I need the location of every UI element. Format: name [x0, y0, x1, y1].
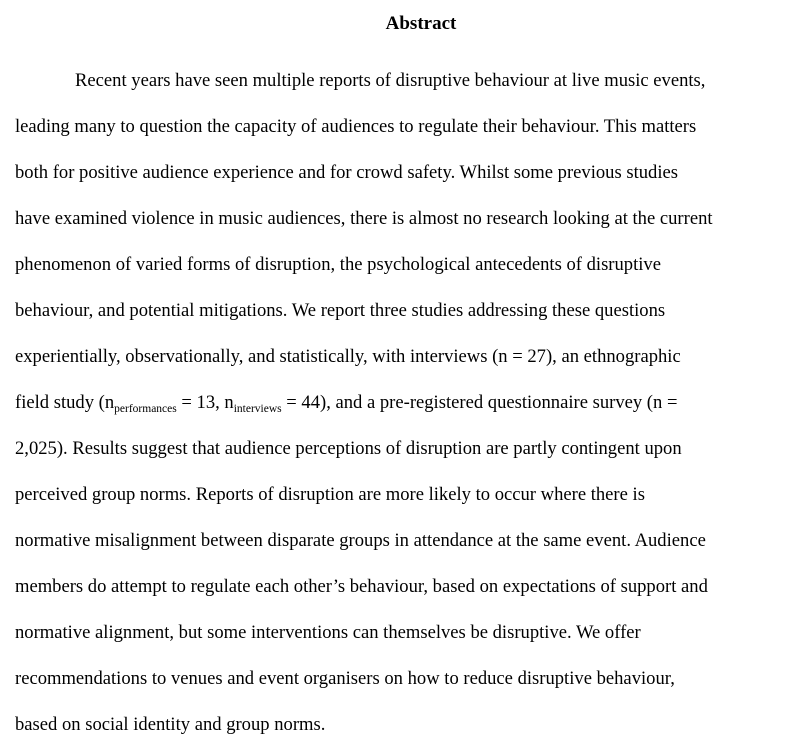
subscript-performances: performances	[114, 403, 177, 415]
abstract-line-8	[15, 391, 677, 415]
abstract-line-1: Recent years have seen multiple reports of disruptive behaviour at live music events,	[75, 70, 706, 91]
abstract-line-8-part-1: field study (n	[15, 392, 115, 413]
abstract-line-10: perceived group norms. Reports of disruption are more likely to occur where there is	[15, 484, 645, 505]
abstract-line-5: phenomenon of varied forms of disruption, the psychological antecedents of disruptive	[15, 254, 661, 275]
abstract-line-14: recommendations to venues and event organisers on how to reduce disruptive behaviour,	[15, 668, 675, 689]
abstract-line-13: normative alignment, but some interventions can themselves be disruptive. We offer	[15, 622, 641, 643]
abstract-line-12: members do attempt to regulate each other’s behaviour, based on expectations of support and	[15, 576, 708, 597]
subscript-interviews: interviews	[233, 403, 282, 415]
abstract-line-3: both for positive audience experience and for crowd safety. Whilst some previous studies	[15, 162, 678, 183]
abstract-line-8-part-3: = 44), and a pre-registered questionnaire survey (n =	[281, 392, 678, 413]
abstract-line-9: 2,025). Results suggest that audience perceptions of disruption are partly contingent upon	[15, 438, 682, 459]
abstract-line-6: behaviour, and potential mitigations. We report three studies addressing these questions	[15, 300, 666, 321]
abstract-line-4: have examined violence in music audiences, there is almost no research looking at the current	[15, 208, 713, 229]
abstract-line-15: based on social identity and group norms.	[15, 714, 326, 735]
abstract-heading: Abstract	[385, 13, 457, 34]
abstract-line-8-part-2: = 13, n	[176, 392, 234, 413]
abstract-line-11: normative misalignment between disparate groups in attendance at the same event. Audience	[15, 530, 706, 551]
abstract-line-2: leading many to question the capacity of audiences to regulate their behaviour. This matters	[15, 116, 697, 137]
abstract-line-7: experientially, observationally, and statistically, with interviews (n = 27), an ethnographic	[15, 346, 681, 367]
